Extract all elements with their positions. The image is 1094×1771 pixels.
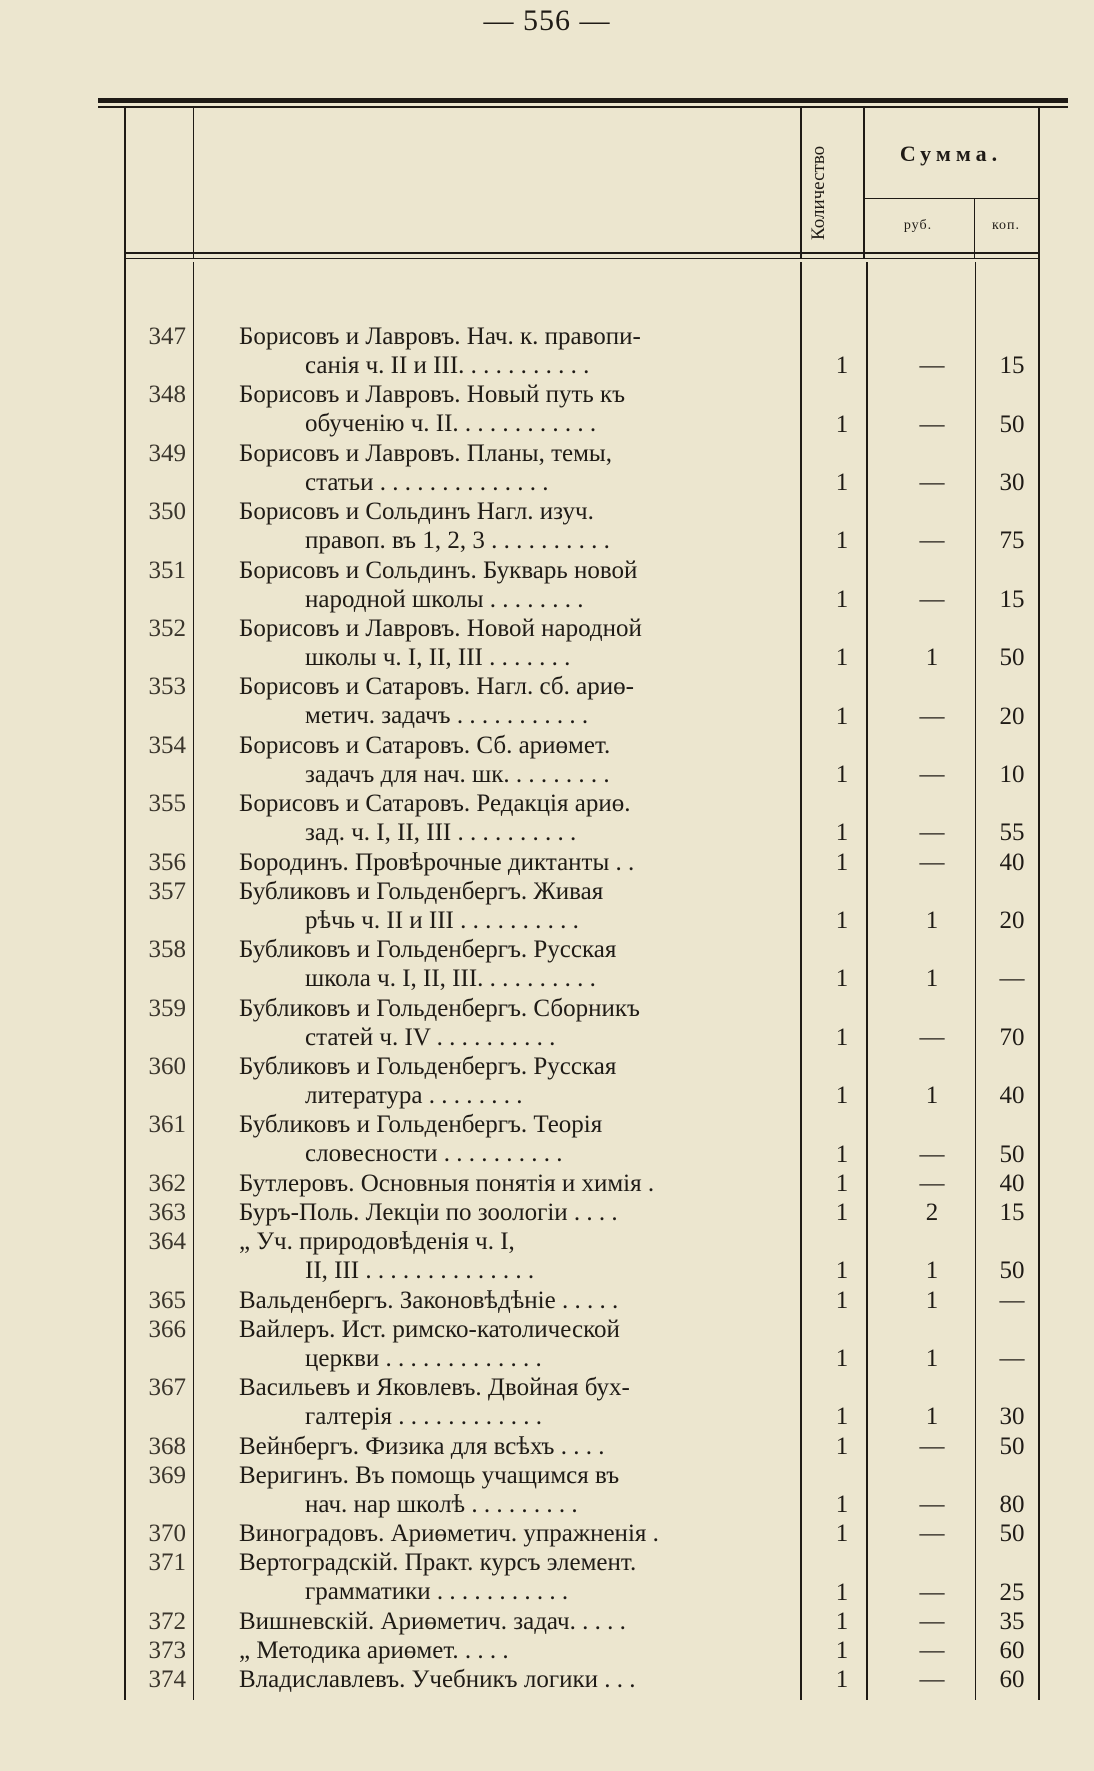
entry-title-line: Буръ-Поль. Лекціи по зоологіи . . . . (239, 1199, 618, 1226)
entry-title-line: санія ч. II и III. . . . . . . . . . . (305, 352, 590, 379)
table-row (124, 672, 1039, 730)
entry-quantity: 1 (835, 848, 849, 876)
entry-number: 355 (148, 790, 186, 818)
table-row (124, 731, 1039, 789)
entry-title-line: Вишневскій. Ариөметич. задач. . . . . (239, 1607, 626, 1635)
entry-rubles: 2 (925, 1199, 939, 1226)
entry-kopecks: 55 (999, 819, 1025, 847)
entry-title-line: школа ч. I, II, III. . . . . . . . . . (305, 965, 596, 993)
entry-title (239, 877, 909, 935)
entry-title-line: Бубликовъ и Гольденбергъ. Русская (239, 936, 617, 964)
entry-quantity: 1 (835, 410, 849, 438)
table-row (124, 1198, 1039, 1227)
entry-kopecks: 25 (999, 1578, 1025, 1606)
entry-number: 362 (148, 1169, 186, 1197)
entry-title (239, 1461, 909, 1519)
entry-rubles: 1 (925, 1257, 939, 1285)
header-sum: Сумма. (899, 141, 1003, 166)
entry-rubles: — (919, 527, 945, 555)
entry-title-line: Вертоградскій. Практ. курсъ элемент. (239, 1549, 637, 1577)
entry-kopecks: 40 (999, 1169, 1025, 1197)
entry-rubles: 1 (925, 644, 939, 672)
entry-number: 365 (148, 1286, 186, 1314)
entry-quantity: 1 (835, 1199, 849, 1226)
entry-title (239, 1110, 909, 1168)
entry-quantity: 1 (835, 644, 849, 672)
entry-title-line: Борисовъ и Сатаровъ. Нагл. сб. ариө- (239, 673, 634, 701)
entry-quantity: 1 (835, 819, 849, 847)
top-rule (98, 98, 1068, 103)
entry-title-line: статей ч. IV . . . . . . . . . . (305, 1023, 556, 1051)
table-row (124, 994, 1039, 1052)
entry-kopecks: 50 (999, 1257, 1025, 1285)
entry-kopecks: 50 (999, 644, 1025, 672)
entry-quantity: 1 (835, 1490, 849, 1518)
entry-number: 364 (148, 1228, 186, 1256)
entry-title (239, 1052, 909, 1110)
entry-rubles: 1 (925, 965, 939, 993)
entry-kopecks: 40 (999, 848, 1025, 876)
header-rub: руб. (903, 218, 933, 233)
entry-title (239, 1315, 909, 1373)
entry-quantity: 1 (835, 1578, 849, 1606)
entry-rubles: — (919, 1140, 945, 1168)
entry-rubles: — (919, 1578, 945, 1606)
table-row (124, 380, 1039, 438)
entry-kopecks: 50 (999, 410, 1025, 438)
entry-title (239, 1548, 909, 1606)
entry-title-line: Борисовъ и Сатаровъ. Сб. ариөмет. (239, 731, 611, 759)
entry-title (239, 614, 909, 672)
entry-title-line: „ Уч. природовѣденія ч. I, (239, 1228, 515, 1256)
entry-quantity: 1 (835, 585, 849, 613)
entry-rubles: — (919, 1637, 945, 1664)
entry-title-line: народной школы . . . . . . . . (305, 585, 584, 613)
entry-number: 349 (148, 439, 186, 467)
entry-title-line: Бубликовъ и Гольденбергъ. Сборникъ (239, 994, 640, 1022)
table-row (124, 848, 1039, 877)
table-row (124, 614, 1039, 672)
table-row (124, 497, 1039, 555)
entry-quantity: 1 (835, 1403, 849, 1431)
entry-title-line: рѣчь ч. II и III . . . . . . . . . . (305, 906, 579, 934)
entry-quantity: 1 (835, 1169, 849, 1197)
entry-number: 357 (148, 877, 186, 905)
entry-number: 360 (148, 1053, 186, 1080)
entry-title-line: Виноградовъ. Ариөметич. упражненія . (239, 1520, 659, 1548)
entry-title (239, 1519, 909, 1548)
entry-title-line: Васильевъ и Яковлевъ. Двойная бух- (239, 1374, 630, 1402)
entry-title-line: „ Методика ариөмет. . . . . (239, 1637, 509, 1664)
entry-number: 354 (148, 731, 186, 759)
entry-kopecks: 60 (999, 1666, 1025, 1694)
entry-kopecks: 15 (999, 1199, 1025, 1226)
entry-title-line: Бубликовъ и Гольденбергъ. Теорія (239, 1111, 603, 1139)
entry-rubles: — (919, 1520, 945, 1548)
entry-kopecks: 20 (999, 906, 1025, 934)
entry-kopecks: 50 (999, 1432, 1025, 1460)
entry-title-line: нач. нар школѣ . . . . . . . . . (305, 1490, 578, 1518)
table-row (124, 556, 1039, 614)
entry-quantity: 1 (835, 1637, 849, 1664)
entry-kopecks: 30 (999, 468, 1025, 496)
entry-number: 361 (148, 1111, 186, 1139)
entry-number: 347 (148, 323, 186, 350)
table-row (124, 1607, 1039, 1636)
entry-kopecks: 30 (999, 1403, 1025, 1431)
entry-title-line: зад. ч. I, II, III . . . . . . . . . . (305, 819, 577, 847)
table-row (124, 1286, 1039, 1315)
entry-quantity: 1 (835, 352, 849, 380)
entry-title (239, 556, 909, 614)
table-row (124, 1110, 1039, 1168)
table-row (124, 1052, 1039, 1110)
entry-rubles: 1 (925, 1082, 939, 1110)
entry-title-line: II, III . . . . . . . . . . . . . . (305, 1257, 535, 1285)
table-row (124, 1315, 1039, 1373)
entry-kopecks: 35 (999, 1607, 1025, 1635)
entry-quantity: 1 (835, 1344, 849, 1372)
entry-kopecks: 60 (999, 1637, 1025, 1664)
entry-rubles: — (919, 819, 945, 847)
entry-quantity: 1 (835, 760, 849, 788)
entry-rubles: — (919, 1432, 945, 1460)
entry-title-line: Борисовъ и Лавровъ. Новой народной (239, 615, 642, 642)
entry-number: 369 (148, 1461, 186, 1489)
entry-number: 363 (148, 1199, 186, 1226)
entry-title (239, 1607, 909, 1636)
entry-kopecks: 50 (999, 1140, 1025, 1168)
entry-quantity: 1 (835, 702, 849, 730)
entry-rubles: 1 (925, 1286, 939, 1314)
entry-kopecks: 40 (999, 1082, 1025, 1110)
entry-title-line: церкви . . . . . . . . . . . . . (305, 1344, 542, 1372)
entry-title (239, 322, 909, 380)
entry-rubles: — (919, 410, 945, 438)
table-row (124, 935, 1039, 993)
entry-kopecks: — (999, 965, 1025, 993)
entry-quantity: 1 (835, 1286, 849, 1314)
entry-kopecks: 10 (999, 760, 1025, 788)
entry-kopecks: 20 (999, 702, 1025, 730)
table-row (124, 1373, 1039, 1431)
entry-quantity: 1 (835, 1666, 849, 1694)
entry-kopecks: — (999, 1286, 1025, 1314)
entry-title-line: Веригинъ. Въ помощь учащимся въ (239, 1461, 620, 1489)
entry-title-line: Вальденбергъ. Законовѣдѣніе . . . . . (239, 1286, 619, 1314)
entry-quantity: 1 (835, 965, 849, 993)
entry-quantity: 1 (835, 1140, 849, 1168)
table-row (124, 322, 1039, 380)
entry-number: 374 (148, 1666, 186, 1694)
entry-title (239, 1665, 909, 1694)
entry-title (239, 994, 909, 1052)
entry-rubles: — (919, 1666, 945, 1694)
table-row (124, 1461, 1039, 1519)
top-rule-thin (98, 106, 1068, 108)
entry-quantity: 1 (835, 1432, 849, 1460)
entry-title (239, 1286, 909, 1315)
table-row (124, 439, 1039, 497)
entry-number: 356 (148, 848, 186, 876)
entry-number: 348 (148, 381, 186, 409)
entry-rubles: — (919, 1169, 945, 1197)
entry-title-line: словесности . . . . . . . . . . (305, 1140, 563, 1168)
entry-title-line: Вайлеръ. Ист. римско-католической (239, 1315, 620, 1343)
table-row (124, 1169, 1039, 1198)
entry-title-line: Бутлеровъ. Основныя понятія и химія . (239, 1169, 655, 1197)
table-row (124, 1636, 1039, 1665)
entry-title-line: литература . . . . . . . . (305, 1082, 523, 1109)
entry-title (239, 1432, 909, 1461)
entry-number: 350 (148, 498, 186, 526)
table-row (124, 789, 1039, 847)
entry-title (239, 672, 909, 730)
entry-quantity: 1 (835, 1023, 849, 1051)
entry-title-line: Вейнбергъ. Физика для всѣхъ . . . . (239, 1432, 605, 1460)
entry-quantity: 1 (835, 1520, 849, 1548)
entry-title (239, 1227, 909, 1285)
entry-kopecks: — (999, 1344, 1025, 1372)
entry-rubles: — (919, 585, 945, 613)
entry-number: 366 (148, 1315, 186, 1343)
entry-quantity: 1 (835, 1257, 849, 1285)
entry-kopecks: 80 (999, 1490, 1025, 1518)
page-number: — 556 — (483, 4, 611, 37)
entry-quantity: 1 (835, 906, 849, 934)
entry-title-line: Бубликовъ и Гольденбергъ. Живая (239, 877, 604, 905)
entry-title-line: Бубликовъ и Гольденбергъ. Русская (239, 1053, 617, 1080)
entry-title-line: статьи . . . . . . . . . . . . . . (305, 468, 549, 496)
entry-rubles: 1 (925, 1403, 939, 1431)
entry-rubles: 1 (925, 1344, 939, 1372)
entry-rubles: — (919, 352, 945, 380)
entry-title-line: Борисовъ и Сольдинъ. Букварь новой (239, 556, 638, 584)
entry-title (239, 497, 909, 555)
entry-quantity: 1 (835, 1082, 849, 1110)
entry-title-line: обученію ч. II. . . . . . . . . . . . (305, 410, 597, 438)
entry-rubles: — (919, 848, 945, 876)
table-row (124, 1519, 1039, 1548)
entry-quantity: 1 (835, 527, 849, 555)
entry-title-line: задачъ для нач. шк. . . . . . . . . (305, 760, 610, 788)
entry-title-line: Борисовъ и Сатаровъ. Редакція ариө. (239, 790, 631, 818)
entry-kopecks: 70 (999, 1023, 1025, 1051)
entry-number: 371 (148, 1549, 186, 1577)
table-row (124, 1665, 1039, 1694)
entry-number: 372 (148, 1607, 186, 1635)
entry-title (239, 1169, 909, 1198)
entry-kopecks: 15 (999, 585, 1025, 613)
entry-number: 358 (148, 936, 186, 964)
entry-title (239, 439, 909, 497)
entry-number: 353 (148, 673, 186, 701)
entry-rubles: — (919, 468, 945, 496)
entry-kopecks: 75 (999, 527, 1025, 555)
entry-title-line: Борисовъ и Лавровъ. Новый путь къ (239, 381, 626, 409)
entry-title (239, 1373, 909, 1431)
entry-rubles: 1 (925, 906, 939, 934)
table-row (124, 1432, 1039, 1461)
entry-rubles: — (919, 760, 945, 788)
entry-title (239, 1198, 909, 1227)
entry-quantity: 1 (835, 468, 849, 496)
entry-quantity: 1 (835, 1607, 849, 1635)
entry-rubles: — (919, 702, 945, 730)
entry-title (239, 848, 909, 877)
entry-number: 359 (148, 994, 186, 1022)
entry-title (239, 380, 909, 438)
entry-title-line: грамматики . . . . . . . . . . . (305, 1578, 569, 1606)
entry-title-line: Владиславлевъ. Учебникъ логики . . . (239, 1666, 636, 1694)
entry-title (239, 731, 909, 789)
entry-number: 367 (148, 1374, 186, 1402)
table-row (124, 877, 1039, 935)
entry-rubles: — (919, 1607, 945, 1635)
entry-title (239, 935, 909, 993)
entry-title-line: галтерія . . . . . . . . . . . . (305, 1403, 543, 1431)
table-row (124, 1548, 1039, 1606)
entry-title-line: метич. задачъ . . . . . . . . . . . (305, 702, 589, 730)
entry-title-line: Борисовъ и Сольдинъ Нагл. изуч. (239, 498, 594, 526)
entry-number: 352 (148, 615, 186, 642)
entry-title-line: Борисовъ и Лавровъ. Нач. к. правопи- (239, 323, 641, 350)
table-row (124, 1227, 1039, 1285)
entry-kopecks: 50 (999, 1520, 1025, 1548)
header-kop: коп. (991, 218, 1021, 233)
entry-title-line: Бородинъ. Провѣрочные диктанты . . (239, 848, 635, 876)
entry-title (239, 1636, 909, 1665)
entry-title (239, 789, 909, 847)
entry-title-line: правоп. въ 1, 2, 3 . . . . . . . . . . (305, 527, 610, 555)
entry-kopecks: 15 (999, 352, 1025, 380)
entry-title-line: школы ч. I, II, III . . . . . . . (305, 644, 571, 671)
entry-number: 351 (148, 556, 186, 584)
entry-number: 370 (148, 1520, 186, 1548)
entry-number: 373 (148, 1637, 186, 1664)
entry-rubles: — (919, 1023, 945, 1051)
entry-rubles: — (919, 1490, 945, 1518)
entry-number: 368 (148, 1432, 186, 1460)
entry-title-line: Борисовъ и Лавровъ. Планы, темы, (239, 439, 612, 467)
